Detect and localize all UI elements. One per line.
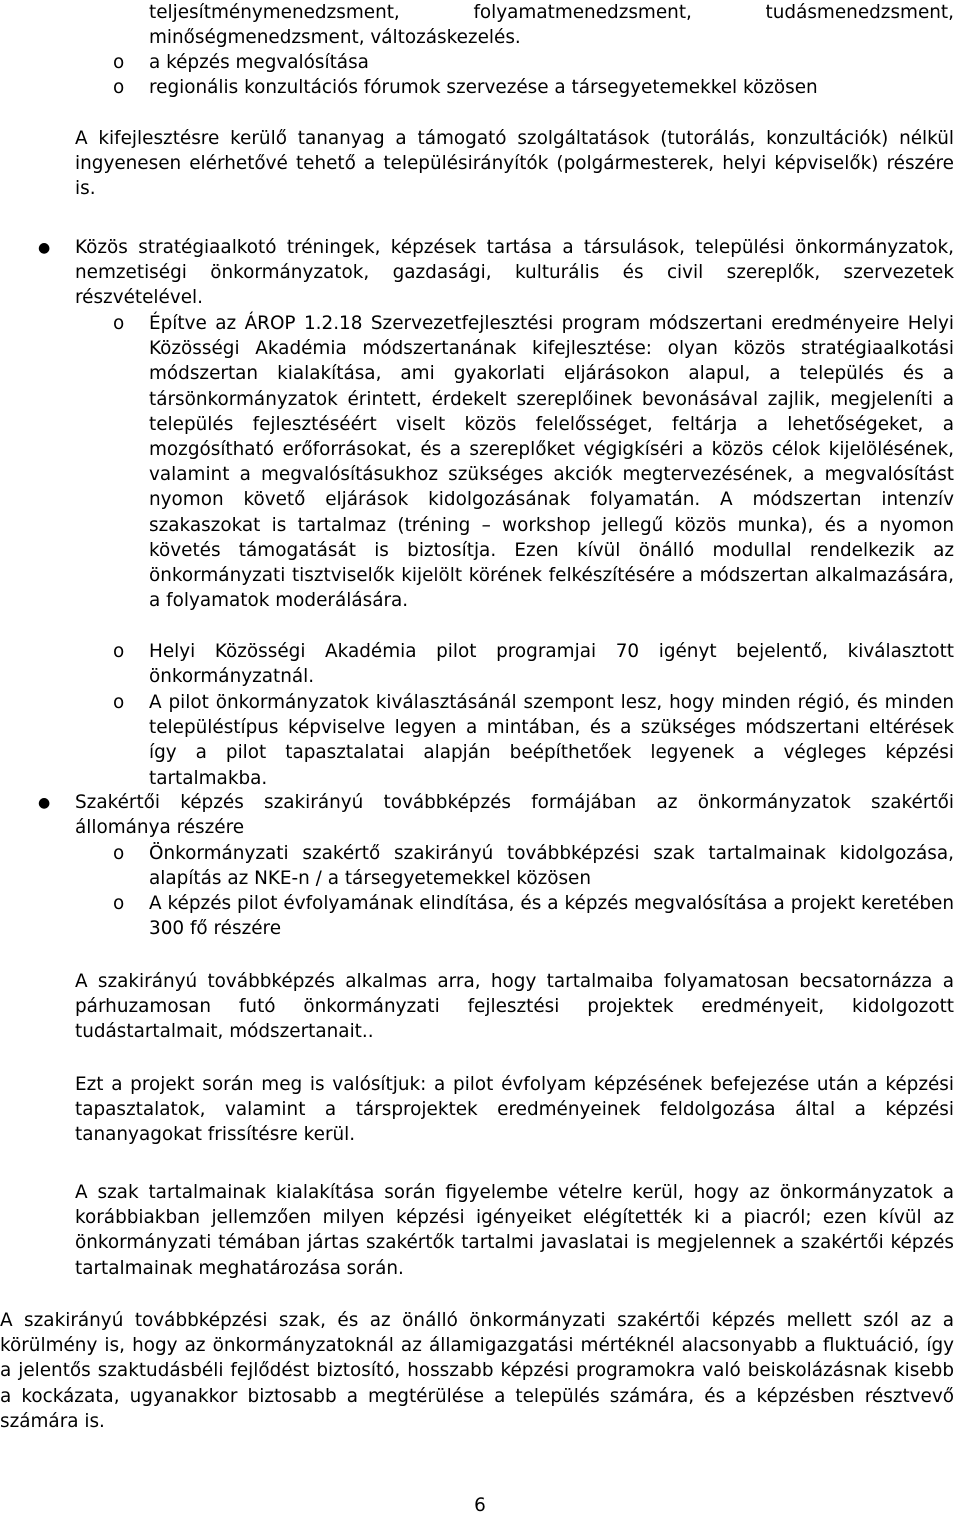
page-number: 6	[474, 1495, 486, 1516]
sub-bullet-marker: o	[113, 313, 125, 334]
continued-text-line-2: minőségmenedzsment, változáskezelés.	[149, 27, 521, 48]
sub-bullet-marker: o	[113, 52, 125, 73]
sub-bullet-marker: o	[113, 843, 125, 864]
sub-bullet-marker: o	[113, 692, 125, 713]
sub-list-item-pilot: Helyi Közösségi Akadémia pilot programjai 70 igényt bejelentő, kiválasztott önkormányzatnál.	[149, 641, 954, 688]
sub-bullet-marker: o	[113, 641, 125, 662]
paragraph-kockazat: A szakirányú továbbképzési szak, és az önálló önkormányzati szakértői képzés mellett szól az a körülmény is, hogy az önkormányzatoknál az államigazgatási mértéknél alacsonyabb a fluktuáció, így a jelentős szaktudásbéli fejlődést biztosító, hosszabb képzési programokra való beiskolázásnak kisebb a kockázata, ugyanakkor biztosabb a megtérülése a település számára, és a képzésben résztvevő számára is.	[0, 1310, 954, 1432]
sub-list-item-evfolyam: A képzés pilot évfolyamának elindítása, és a képzés megvalósítása a projekt keretében 300 fő részére	[149, 893, 954, 940]
sub-list-item: a képzés megvalósítása	[149, 52, 369, 73]
sub-list-item: regionális konzultációs fórumok szervezése a társegyetemekkel közösen	[149, 77, 818, 98]
sub-list-item-epitve: Építve az ÁROP 1.2.18 Szervezetfejlesztési program módszertani eredményeire Helyi Közösségi Akadémia módszertanának kifejlesztése: olyan közös stratégiaalkotási módszertan kialakítása, ami gyakorlati eljárásokon alapul, a település és a társönkormányzatok érintett, érdekelt szereplőinek bevonásával zajlik, megjeleníti a település fejlesztéséért viselt közös felelősséget, feltárja a lehetőségeket, a mozgósítható erőforrásokat, és a szereplőket végigkíséri a közös célok kijelölésének, valamint a megvalósításukhoz szükséges akciók megtervezésének, a megvalósítást nyomon követő eljárások kidolgozásának folyamatán. A módszertan intenzív szakaszokat is tartalmaz (tréning – workshop jellegű közös munka), és a nyomon követés támogatását is biztosítja. Ezen kívül önálló modullal rendelkezik az önkormányzati tisztviselők kijelölt körének felkészítésére a módszertan alkalmazására, a folyamatok moderálására.	[149, 313, 954, 612]
bullet-marker: ●	[38, 795, 51, 811]
bullet-item-szakerto: Szakértői képzés szakirányú továbbképzés formájában az önkormányzatok szakértői állománya részére	[75, 792, 954, 839]
paragraph-szakiranyu: A szakirányú továbbképzés alkalmas arra, hogy tartalmaiba folyamatosan becsatornázza a párhuzamosan futó önkormányzati fejlesztési projektek eredményeit, kidolgozott tudástartalmait, módszertanait..	[75, 971, 954, 1043]
sub-bullet-marker: o	[113, 893, 125, 914]
paragraph-szak-tartalmak: A szak tartalmainak kialakítása során figyelembe vételre kerül, hogy az önkormányzatok a korábbiakban jellemzően milyen képzési igényeiket elégítették ki a piacról; ezen kívül az önkormányzati témában jártas szakértők tartalmi javaslatai is megjelennek a szakértői képzés tartalmainak meghatározása során.	[75, 1182, 954, 1279]
sub-list-item-szak: Önkormányzati szakértő szakirányú továbbképzési szak tartalmainak kidolgozása, alapítás az NKE-n / a társegyetemekkel közösen	[149, 843, 954, 890]
continued-text-line-1: teljesítménymenedzsment, folyamatmenedzsment, tudásmenedzsment,	[149, 2, 954, 23]
sub-list-item-kivalasztas: A pilot önkormányzatok kiválasztásánál szempont lesz, hogy minden régió, és minden településtípus képviselve legyen a mintában, és a szükséges módszertani eltérések így a pilot tapasztalatai alapján beépíthetőek legyenek a végleges képzési tartalmakba.	[149, 692, 954, 789]
paragraph-projekt: Ezt a projekt során meg is valósítjuk: a pilot évfolyam képzésének befejezése után a képzési tapasztalatok, valamint a társprojektek eredményeinek feldolgozása által a képzési tananyagokat frissítésre kerül.	[75, 1074, 954, 1146]
bullet-item-kozos: Közös stratégiaalkotó tréningek, képzések tartása a társulások, települési önkormányzatok, nemzetiségi önkormányzatok, gazdasági, kulturális és civil szereplők, szervezetek részvételével.	[75, 237, 954, 309]
sub-bullet-marker: o	[113, 77, 125, 98]
paragraph-tananyag: A kifejlesztésre kerülő tananyag a támogató szolgáltatások (tutorálás, konzultációk) nélkül ingyenesen elérhetővé tehető a településirányítók (polgármesterek, helyi képviselők) részére is.	[75, 128, 954, 200]
bullet-marker: ●	[38, 240, 51, 256]
